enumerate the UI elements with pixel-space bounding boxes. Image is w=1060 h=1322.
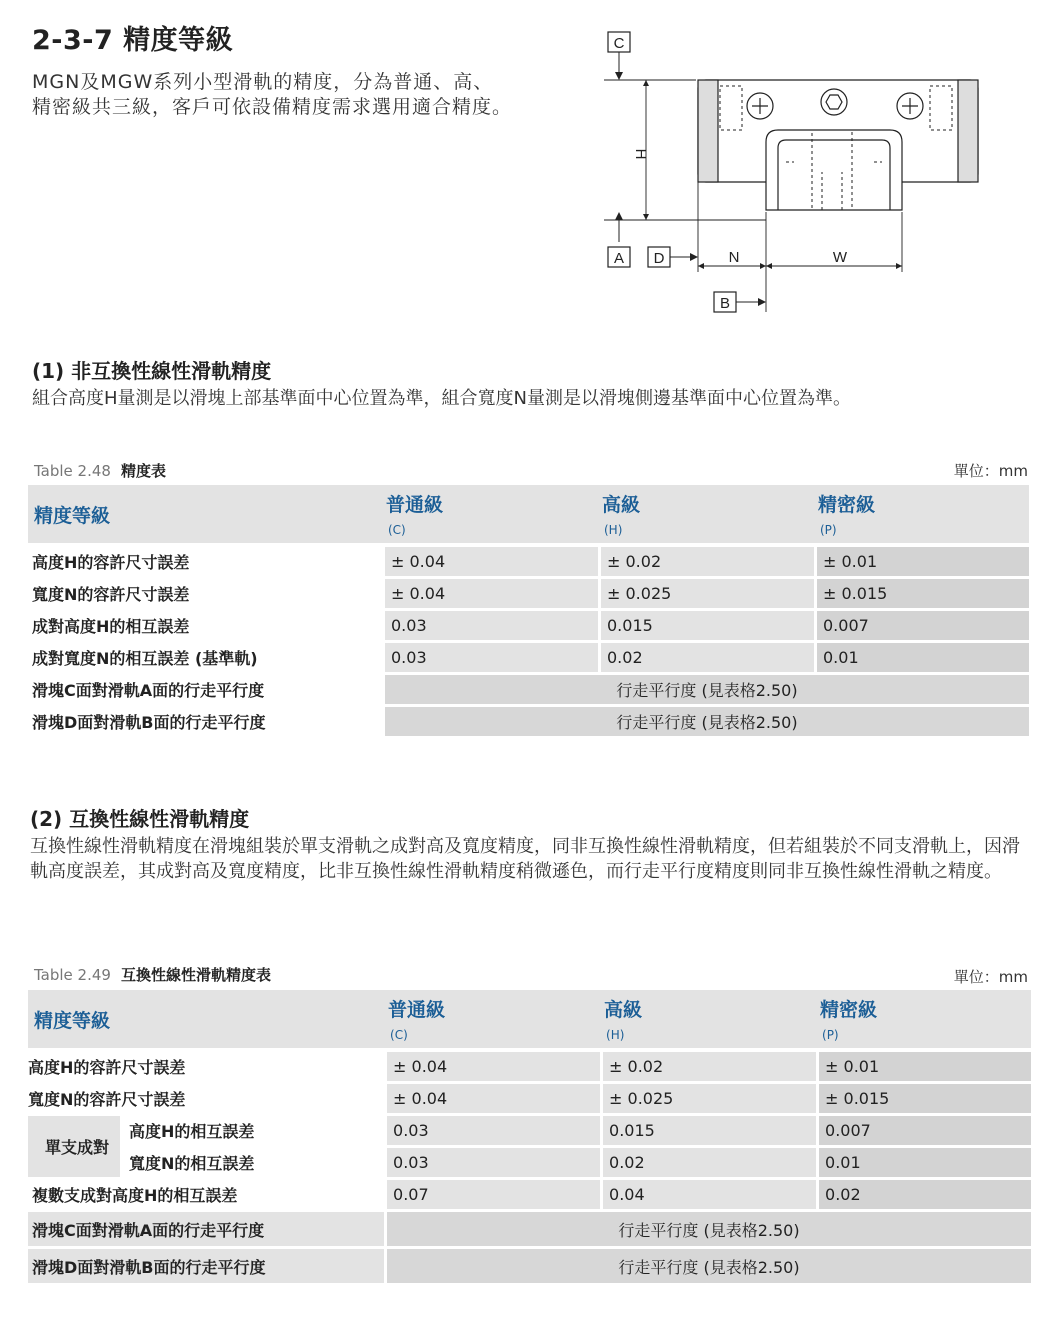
table-row: 成對高度H的相互誤差 0.03 0.015 0.007 [28, 611, 1029, 643]
table2-col-normal: 普通級 (C) [384, 990, 600, 1052]
table-row: 滑塊D面對滑軌B面的行走平行度 行走平行度 (見表格2.50) [28, 707, 1029, 739]
table1-unit: 單位：mm [953, 462, 1028, 480]
section2-title: (2) 互換性線性滑軌精度 [30, 807, 250, 831]
table1-precision [28, 485, 1029, 739]
screw-center [821, 89, 847, 115]
rail-outline [766, 130, 902, 210]
table-row: 複數支成對高度H的相互誤差 0.07 0.04 0.02 [28, 1180, 1031, 1212]
section2-text: 互換性線性滑軌精度在滑塊組裝於單支滑軌之成對高及寬度精度，同非互換性線性滑軌精度，但若組裝於不同支滑軌上，因滑軌高度誤差，其成對高及寬度精度，比非互換性線性滑軌精度稍微遜色，而行走平行度精度則同非互換性線性滑軌之精度。 [30, 836, 1020, 882]
table2-header-row [28, 990, 1031, 1052]
label-w: W [832, 249, 848, 266]
table1-name: 精度表 [120, 462, 166, 480]
table2-col-high: 高級 (H) [600, 990, 816, 1052]
table-row: 寬度N的相互誤差 0.03 0.02 0.01 [28, 1148, 1031, 1180]
intro-paragraph: MGN及MGW系列小型滑軌的精度，分為普通、高、精密級共三級，客戶可依設備精度需求選用適合精度。 [32, 71, 513, 118]
table2-col-precision: 精密級 (P) [816, 990, 1031, 1052]
table-row: 高度H的容許尺寸誤差 ± 0.04 ± 0.02 ± 0.01 [28, 1052, 1031, 1084]
label-n: N [728, 249, 740, 266]
table2-number: Table 2.49 [34, 966, 111, 984]
group-label: 單支成對 [28, 1116, 120, 1180]
table-row: 單支成對 高度H的相互誤差 0.03 0.015 0.007 [28, 1116, 1031, 1148]
table-row: 高度H的容許尺寸誤差 ± 0.04 ± 0.02 ± 0.01 [28, 547, 1029, 579]
label-a: A [613, 250, 625, 267]
label-c: C [613, 35, 625, 52]
table-row: 寬度N的容許尺寸誤差 ± 0.04 ± 0.025 ± 0.015 [28, 1084, 1031, 1116]
table-row: 寬度N的容許尺寸誤差 ± 0.04 ± 0.025 ± 0.015 [28, 579, 1029, 611]
table1-col-high: 高級 (H) [598, 485, 814, 547]
table2-unit: 單位：mm [953, 968, 1028, 986]
table-row: 滑塊D面對滑軌B面的行走平行度 行走平行度 (見表格2.50) [28, 1249, 1031, 1286]
table2-header-label: 精度等級 [28, 990, 384, 1052]
table-row: 滑塊C面對滑軌A面的行走平行度 行走平行度 (見表格2.50) [28, 1212, 1031, 1249]
table1-col-precision: 精密級 (P) [814, 485, 1029, 547]
table-row: 滑塊C面對滑軌A面的行走平行度 行走平行度 (見表格2.50) [28, 675, 1029, 707]
table1-header-row [28, 485, 1029, 547]
label-h: H [632, 148, 649, 160]
table1-number: Table 2.48 [34, 462, 111, 480]
table1-header-label: 精度等級 [28, 485, 382, 547]
table2-caption [34, 964, 271, 985]
table-row: 成對寬度N的相互誤差 (基準軌) 0.03 0.02 0.01 [28, 643, 1029, 675]
table2-interchangeable-precision [28, 990, 1031, 1286]
label-d: D [653, 250, 665, 267]
slider-rail-diagram [590, 22, 990, 322]
table1-caption [34, 460, 166, 481]
table1-col-normal: 普通級 (C) [382, 485, 598, 547]
section1-title: (1) 非互換性線性滑軌精度 [32, 359, 272, 383]
page-title: 2-3-7 精度等級 [32, 25, 234, 56]
label-b: B [719, 295, 731, 312]
section1-text: 組合高度H量測是以滑塊上部基準面中心位置為準，組合寬度N量測是以滑塊側邊基準面中心位置為準。 [32, 388, 851, 409]
table2-name: 互換性線性滑軌精度表 [120, 966, 271, 984]
